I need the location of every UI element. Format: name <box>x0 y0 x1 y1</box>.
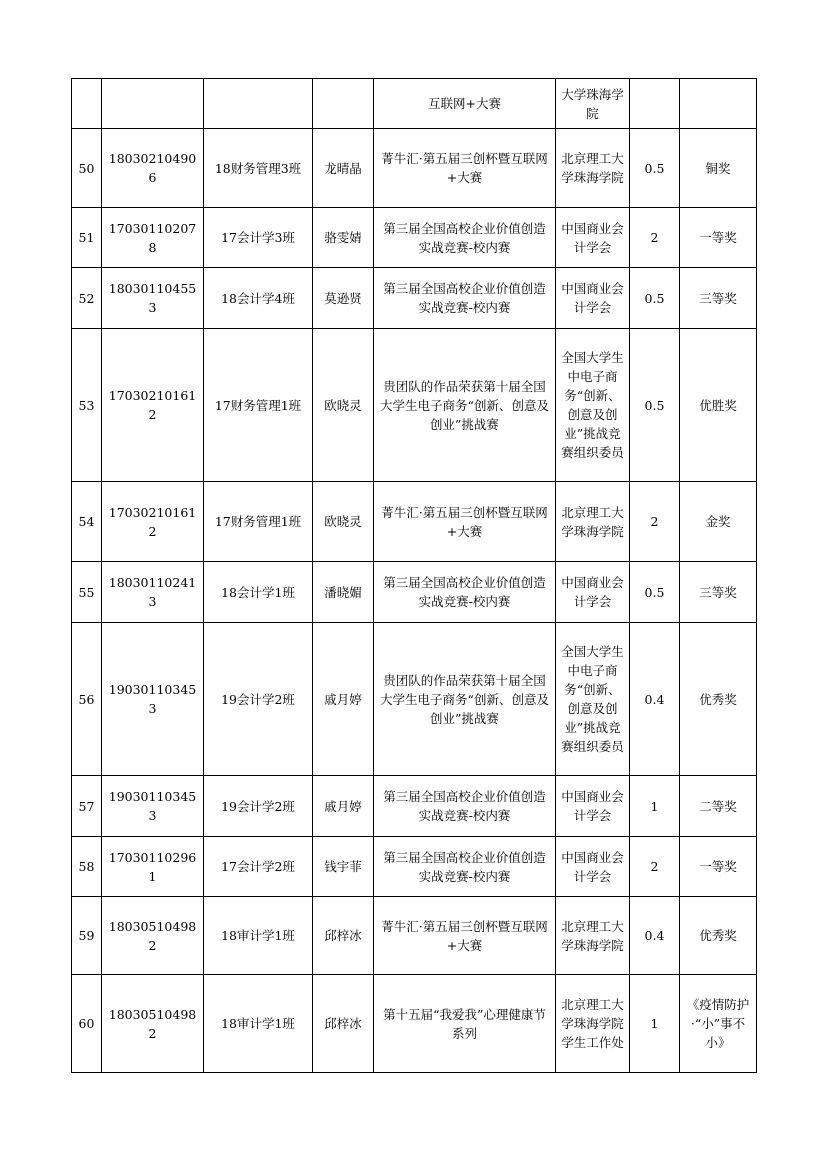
row-number-cell <box>72 79 102 129</box>
student-id-cell: 170301102078 <box>102 208 204 268</box>
organizer-cell: 北京理工大学珠海学院 <box>556 482 630 562</box>
competition-name-cell: 第十五届“我爱我”心理健康节系列 <box>374 975 556 1073</box>
row-number-cell: 52 <box>72 268 102 329</box>
organizer-cell: 北京理工大学珠海学院 <box>556 129 630 208</box>
organizer-cell: 北京理工大学珠海学院学生工作处 <box>556 975 630 1073</box>
student-id-cell: 180301104553 <box>102 268 204 329</box>
score-cell: 0.5 <box>630 562 680 623</box>
student-name-cell: 钱宇菲 <box>313 837 374 897</box>
student-name-cell <box>313 79 374 129</box>
student-id-cell: 190301103453 <box>102 623 204 776</box>
prize-cell <box>680 79 757 129</box>
class-name-cell: 17财务管理1班 <box>204 329 313 482</box>
competition-name-cell: 第三届全国高校企业价值创造实战竞赛-校内赛 <box>374 562 556 623</box>
class-name-cell: 18审计学1班 <box>204 975 313 1073</box>
class-name-cell: 19会计学2班 <box>204 623 313 776</box>
student-id-cell: 180302104906 <box>102 129 204 208</box>
student-id-cell: 170302101612 <box>102 329 204 482</box>
row-number-cell: 50 <box>72 129 102 208</box>
table-row <box>72 837 757 897</box>
score-cell: 0.4 <box>630 897 680 975</box>
row-number-cell: 57 <box>72 776 102 837</box>
prize-cell: 优胜奖 <box>680 329 757 482</box>
class-name-cell: 17会计学2班 <box>204 837 313 897</box>
score-cell: 2 <box>630 208 680 268</box>
class-name-cell: 18会计学1班 <box>204 562 313 623</box>
student-id-cell <box>102 79 204 129</box>
score-cell: 2 <box>630 837 680 897</box>
table-row <box>72 623 757 776</box>
table-row <box>72 897 757 975</box>
prize-cell: 《疫情防护·“小”事不小》 <box>680 975 757 1073</box>
class-name-cell: 19会计学2班 <box>204 776 313 837</box>
prize-cell: 铜奖 <box>680 129 757 208</box>
competition-name-cell: 第三届全国高校企业价值创造实战竞赛-校内赛 <box>374 268 556 329</box>
score-cell: 1 <box>630 975 680 1073</box>
class-name-cell: 18财务管理3班 <box>204 129 313 208</box>
row-number-cell: 60 <box>72 975 102 1073</box>
prize-cell: 三等奖 <box>680 562 757 623</box>
row-number-cell: 56 <box>72 623 102 776</box>
student-id-cell: 180305104982 <box>102 975 204 1073</box>
student-id-cell: 170301102961 <box>102 837 204 897</box>
organizer-cell: 中国商业会计学会 <box>556 837 630 897</box>
student-name-cell: 欧晓灵 <box>313 482 374 562</box>
competition-name-cell: 第三届全国高校企业价值创造实战竞赛-校内赛 <box>374 208 556 268</box>
student-id-cell: 180301102413 <box>102 562 204 623</box>
organizer-cell: 全国大学生中电子商务“创新、创意及创业”挑战竞赛组织委员 <box>556 623 630 776</box>
prize-cell: 优秀奖 <box>680 623 757 776</box>
table-row <box>72 776 757 837</box>
score-cell <box>630 79 680 129</box>
score-cell: 2 <box>630 482 680 562</box>
competition-name-cell: 互联网+大赛 <box>374 79 556 129</box>
competition-name-cell: 第三届全国高校企业价值创造实战竞赛-校内赛 <box>374 837 556 897</box>
row-number-cell: 51 <box>72 208 102 268</box>
awards-table <box>71 78 757 1073</box>
competition-name-cell: 贵团队的作品荣获第十届全国大学生电子商务“创新、创意及创业”挑战赛 <box>374 623 556 776</box>
student-name-cell: 戚月婷 <box>313 623 374 776</box>
table-row <box>72 129 757 208</box>
student-id-cell: 170302101612 <box>102 482 204 562</box>
student-name-cell: 潘晓媚 <box>313 562 374 623</box>
class-name-cell: 18会计学4班 <box>204 268 313 329</box>
competition-name-cell: 菁牛汇·第五届三创杯暨互联网+大赛 <box>374 482 556 562</box>
student-id-cell: 180305104982 <box>102 897 204 975</box>
organizer-cell: 全国大学生中电子商务“创新、创意及创业”挑战竞赛组织委员 <box>556 329 630 482</box>
organizer-cell: 中国商业会计学会 <box>556 776 630 837</box>
row-number-cell: 54 <box>72 482 102 562</box>
organizer-cell: 中国商业会计学会 <box>556 268 630 329</box>
prize-cell: 金奖 <box>680 482 757 562</box>
class-name-cell: 17会计学3班 <box>204 208 313 268</box>
organizer-cell: 中国商业会计学会 <box>556 208 630 268</box>
row-number-cell: 58 <box>72 837 102 897</box>
class-name-cell: 18审计学1班 <box>204 897 313 975</box>
class-name-cell: 17财务管理1班 <box>204 482 313 562</box>
competition-name-cell: 菁牛汇·第五届三创杯暨互联网+大赛 <box>374 129 556 208</box>
table-row <box>72 329 757 482</box>
prize-cell: 三等奖 <box>680 268 757 329</box>
table-row <box>72 268 757 329</box>
student-id-cell: 190301103453 <box>102 776 204 837</box>
table-row <box>72 208 757 268</box>
table-row <box>72 562 757 623</box>
organizer-cell: 大学珠海学院 <box>556 79 630 129</box>
row-number-cell: 59 <box>72 897 102 975</box>
student-name-cell: 邱梓冰 <box>313 975 374 1073</box>
prize-cell: 二等奖 <box>680 776 757 837</box>
student-name-cell: 邱梓冰 <box>313 897 374 975</box>
student-name-cell: 龙晴晶 <box>313 129 374 208</box>
table-row <box>72 975 757 1073</box>
score-cell: 1 <box>630 776 680 837</box>
table-row <box>72 482 757 562</box>
prize-cell: 优秀奖 <box>680 897 757 975</box>
organizer-cell: 中国商业会计学会 <box>556 562 630 623</box>
class-name-cell <box>204 79 313 129</box>
competition-name-cell: 第三届全国高校企业价值创造实战竞赛-校内赛 <box>374 776 556 837</box>
prize-cell: 一等奖 <box>680 208 757 268</box>
student-name-cell: 莫逊贤 <box>313 268 374 329</box>
organizer-cell: 北京理工大学珠海学院 <box>556 897 630 975</box>
student-name-cell: 欧晓灵 <box>313 329 374 482</box>
student-name-cell: 骆雯婧 <box>313 208 374 268</box>
competition-name-cell: 贵团队的作品荣获第十届全国大学生电子商务“创新、创意及创业”挑战赛 <box>374 329 556 482</box>
student-name-cell: 戚月婷 <box>313 776 374 837</box>
row-number-cell: 53 <box>72 329 102 482</box>
score-cell: 0.5 <box>630 129 680 208</box>
score-cell: 0.5 <box>630 268 680 329</box>
table-row <box>72 79 757 129</box>
competition-name-cell: 菁牛汇·第五届三创杯暨互联网+大赛 <box>374 897 556 975</box>
score-cell: 0.4 <box>630 623 680 776</box>
score-cell: 0.5 <box>630 329 680 482</box>
prize-cell: 一等奖 <box>680 837 757 897</box>
row-number-cell: 55 <box>72 562 102 623</box>
